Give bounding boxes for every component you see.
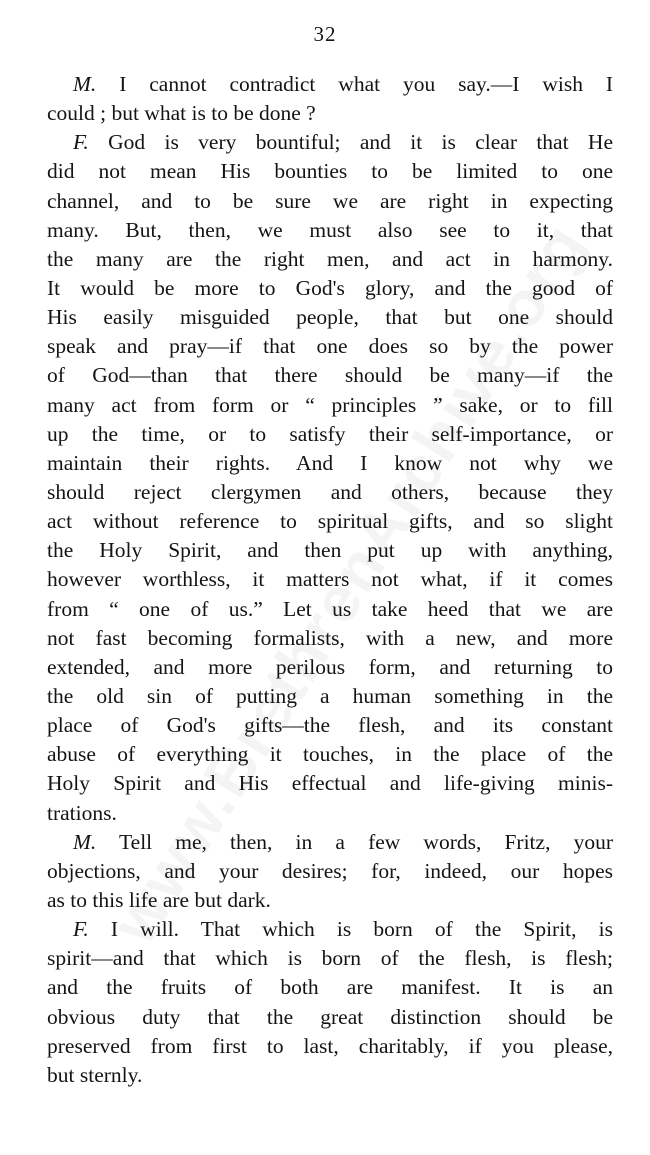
line-text: Holy Spirit and His effectual and life-giving minis- [47, 771, 613, 796]
text-line [47, 799, 613, 828]
text-line [47, 187, 613, 216]
text-line [47, 478, 613, 507]
text-line [47, 420, 613, 449]
line-text: of God—than that there should be many—if the [47, 363, 613, 388]
text-line [47, 857, 613, 886]
line-text: I cannot contradict what you say.—I wish I [96, 72, 613, 96]
text-line [47, 886, 613, 915]
text-line [47, 595, 613, 624]
line-text: I will. That which is born of the Spirit, is [88, 917, 613, 942]
line-text: place of God's gifts—the flesh, and its constant [47, 713, 613, 738]
text-line [47, 682, 613, 711]
text-line [47, 624, 613, 653]
text-line [47, 303, 613, 332]
text-line [47, 828, 613, 857]
text-line [47, 99, 613, 128]
page-body [47, 70, 613, 1090]
line-text: the many are the right men, and act in harmony. [47, 246, 613, 271]
text-line [47, 536, 613, 565]
line-text: abuse of everything it touches, in the place of the [47, 742, 613, 767]
line-text: however worthless, it matters not what, if it comes [47, 567, 613, 592]
text-line [47, 245, 613, 274]
speaker-label: F. [73, 917, 89, 942]
text-line [47, 1061, 613, 1090]
paragraph [47, 128, 613, 827]
paragraph [47, 70, 613, 128]
text-line [47, 449, 613, 478]
paragraph [47, 828, 613, 915]
text-line [47, 711, 613, 740]
text-line [47, 653, 613, 682]
line-text: should reject clergymen and others, because they [47, 479, 613, 504]
line-text: objections, and your desires; for, indeed, our hopes [47, 858, 613, 883]
text-line [47, 391, 613, 420]
line-text: from “ one of us.” Let us take heed that we are [47, 596, 613, 621]
line-text: Tell me, then, in a few words, Fritz, your [96, 829, 613, 854]
line-text: channel, and to be sure we are right in expecting [47, 188, 613, 213]
text-line [47, 157, 613, 186]
line-text: many. But, then, we must also see to it, that [47, 217, 613, 242]
line-text: obvious duty that the great distinction should be [47, 1004, 613, 1029]
line-text: but sternly. [47, 1062, 143, 1087]
line-text: as to this life are but dark. [47, 887, 271, 912]
speaker-label: F. [73, 130, 89, 155]
line-text: not fast becoming formalists, with a new, and more [47, 625, 613, 650]
line-text: the old sin of putting a human something in the [47, 683, 613, 708]
line-text: extended, and more perilous form, and returning to [47, 654, 613, 679]
line-text: maintain their rights. And I know not why we [47, 450, 613, 475]
line-text: His easily misguided people, that but one should [47, 305, 613, 330]
text-line [47, 70, 613, 99]
line-text: up the time, or to satisfy their self-importance, or [47, 421, 613, 446]
text-line [47, 769, 613, 798]
text-line [47, 1032, 613, 1061]
text-line [47, 332, 613, 361]
text-line [47, 944, 613, 973]
text-line [47, 973, 613, 1002]
text-line [47, 1003, 613, 1032]
line-text: God is very bountiful; and it is clear that He [88, 130, 613, 155]
line-text: many act from form or “ principles ” sake, or to fill [47, 392, 613, 417]
text-line [47, 216, 613, 245]
line-text: and the fruits of both are manifest. It is an [47, 975, 613, 1000]
line-text: act without reference to spiritual gifts, and so slight [47, 509, 613, 534]
line-text: trations. [47, 800, 117, 825]
line-text: could ; but what is to be done ? [47, 101, 316, 126]
speaker-label: M. [73, 72, 97, 96]
text-line [47, 740, 613, 769]
line-text: did not mean His bounties to be limited to one [47, 159, 613, 184]
line-text: speak and pray—if that one does so by the power [47, 334, 613, 359]
text-line [47, 274, 613, 303]
page-number: 32 [313, 22, 337, 46]
speaker-label: M. [73, 829, 97, 854]
text-line [47, 915, 613, 944]
paragraph [47, 915, 613, 1090]
text-line [47, 361, 613, 390]
line-text: spirit—and that which is born of the flesh, is flesh; [47, 946, 613, 971]
line-text: the Holy Spirit, and then put up with anything, [47, 538, 613, 563]
line-text: preserved from first to last, charitably, if you please, [47, 1033, 613, 1058]
line-text: It would be more to God's glory, and the good of [47, 275, 613, 300]
text-line [47, 565, 613, 594]
text-line [47, 128, 613, 157]
text-line [47, 507, 613, 536]
